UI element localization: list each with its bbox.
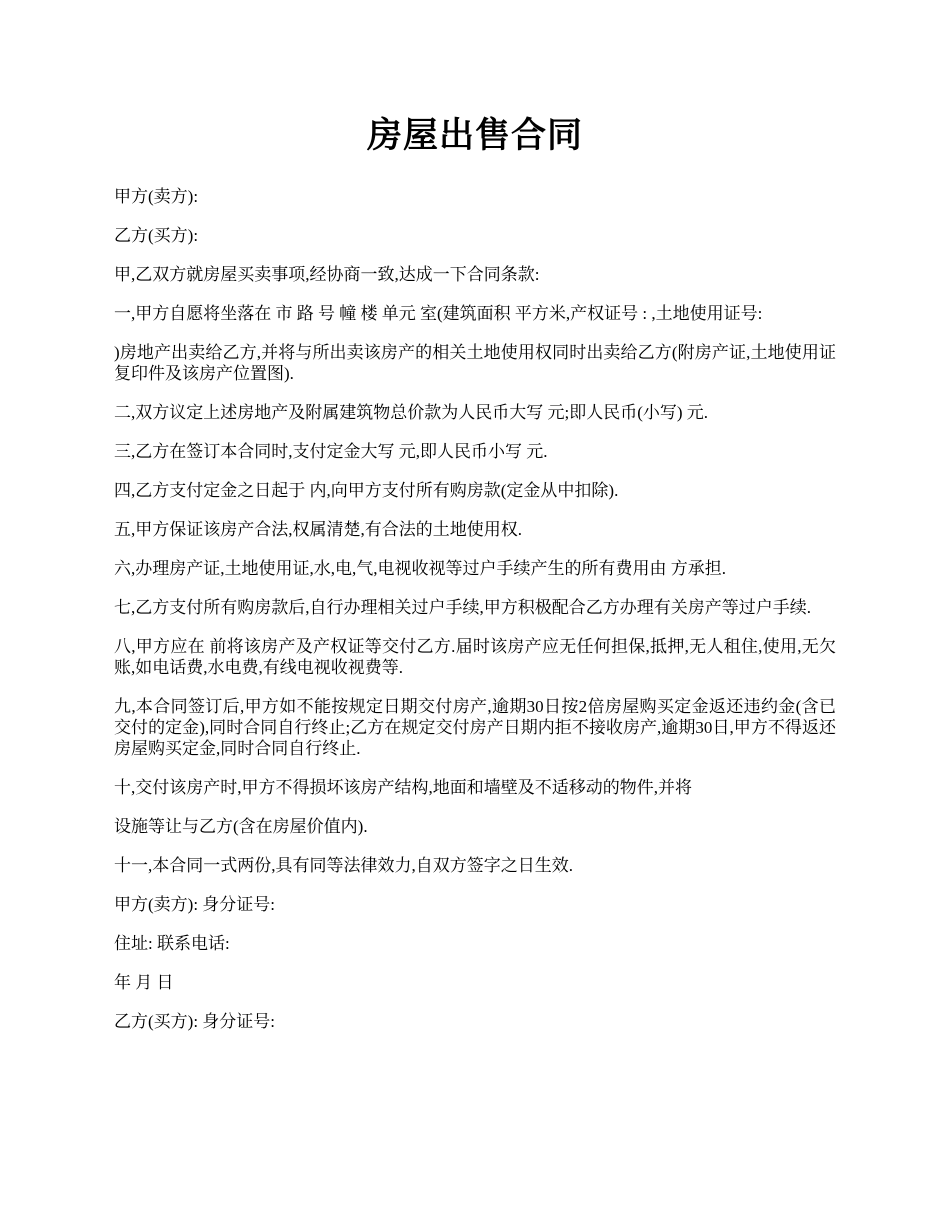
clause-11: 十一,本合同一式两份,具有同等法律效力,自双方签字之日生效. xyxy=(114,856,573,875)
clause-10-continued: 设施等让与乙方(含在房屋价值内). xyxy=(114,817,368,836)
party-a-address-line: 住址: 联系电话: xyxy=(114,934,230,953)
clause-7: 七,乙方支付所有购房款后,自行办理相关过户手续,甲方积极配合乙方办理有关房产等过户手续. xyxy=(114,598,811,617)
clause-5: 五,甲方保证该房产合法,权属清楚,有合法的土地使用权. xyxy=(114,520,522,539)
date-line: 年 月 日 xyxy=(114,973,174,992)
document-title: 房屋出售合同 xyxy=(366,116,583,155)
party-b-signature-line: 乙方(买方): 身分证号: xyxy=(114,1012,276,1031)
clause-4: 四,乙方支付定金之日起于 内,向甲方支付所有购房款(定金从中扣除). xyxy=(114,481,619,500)
party-a-line: 甲方(卖方): xyxy=(114,187,199,206)
clause-6: 六,办理房产证,土地使用证,水,电,气,电视收视等过户手续产生的所有费用由 方承担. xyxy=(114,559,726,578)
clause-9: 九,本合同签订后,甲方如不能按规定日期交付房产,逾期30日按2倍房屋购买定金返还违约金(含已交付的定金),同时合同自行终止;乙方在规定交付房产日期内拒不接收房产,逾期30日,甲方不得返还房屋购买定金,同时合同自行终止. xyxy=(114,697,836,758)
clause-1: 一,甲方自愿将坐落在 市 路 号 幢 楼 单元 室(建筑面积 平方米,产权证号 : ,土地使用证号: xyxy=(114,304,763,323)
clause-3: 三,乙方在签订本合同时,支付定金大写 元,即人民币小写 元. xyxy=(114,442,548,461)
party-b-line: 乙方(买方): xyxy=(114,226,199,245)
clause-10: 十,交付该房产时,甲方不得损坏该房产结构,地面和墙壁及不适移动的物件,并将 xyxy=(114,778,692,797)
clause-8: 八,甲方应在 前将该房产及产权证等交付乙方.届时该房产应无任何担保,抵押,无人租住,使用,无欠账,如电话费,水电费,有线电视收视费等. xyxy=(114,637,836,677)
clause-2: 二,双方议定上述房地产及附属建筑物总价款为人民币大写 元;即人民币(小写) 元. xyxy=(114,403,709,422)
party-a-signature-line: 甲方(卖方): 身分证号: xyxy=(114,895,276,914)
document-page xyxy=(114,108,836,1050)
clause-1-continued: )房地产出卖给乙方,并将与所出卖该房产的相关土地使用权同时出卖给乙方(附房产证,土地使用证复印件及该房产位置图). xyxy=(114,343,836,383)
preamble: 甲,乙双方就房屋买卖事项,经协商一致,达成一下合同条款: xyxy=(114,265,540,284)
